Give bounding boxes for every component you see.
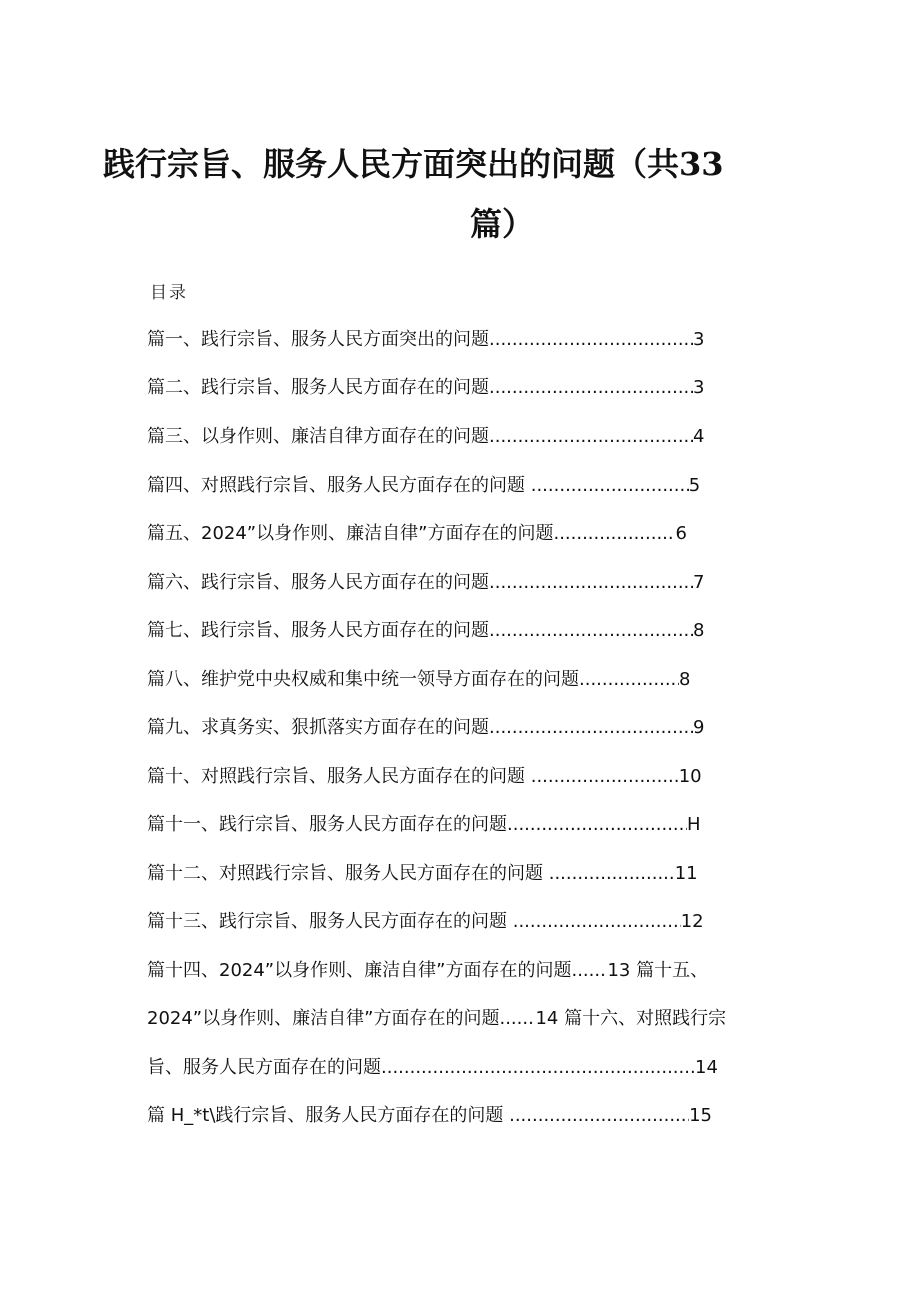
toc-entry[interactable] — [147, 1054, 718, 1082]
toc-leader-dots — [531, 472, 689, 500]
toc-entry-title: 篇三、以身作则、廉洁自律方面存在的问题 — [147, 426, 489, 447]
toc-entry-title: 篇五、2024”以身作则、廉洁自律”方面存在的问题 — [147, 523, 554, 544]
toc-entry-title: 篇八、维护党中央权威和集中统一领导方面存在的问题 — [147, 669, 579, 690]
toc-leader-dots — [499, 1005, 535, 1033]
toc-entry[interactable] — [147, 1102, 712, 1130]
toc-entry[interactable] — [147, 666, 690, 694]
toc-leader-dots — [531, 763, 679, 791]
toc-entry-title: 旨、服务人民方面存在的问题 — [147, 1057, 381, 1078]
toc-entry[interactable] — [147, 569, 704, 597]
toc-entry-title: 篇四、对照践行宗旨、服务人民方面存在的问题 — [147, 475, 531, 496]
toc-entry-title: 篇十一、践行宗旨、服务人民方面存在的问题 — [147, 814, 507, 835]
toc-entry-page: 3 — [693, 377, 705, 398]
toc-entry[interactable] — [147, 714, 704, 742]
toc-leader-dots — [509, 1102, 689, 1130]
toc-entry[interactable] — [147, 326, 704, 354]
toc-entry[interactable] — [147, 472, 700, 500]
toc-leader-dots — [489, 374, 693, 402]
toc-entry[interactable] — [147, 520, 687, 548]
toc-entry[interactable] — [147, 957, 708, 985]
toc-leader-dots — [489, 569, 693, 597]
toc-entry-title: 篇二、践行宗旨、服务人民方面存在的问题 — [147, 377, 489, 398]
document-title-line-2: 篇） — [470, 205, 535, 243]
toc-leader-dots — [507, 811, 687, 839]
toc-leader-dots — [571, 957, 607, 985]
toc-entry[interactable] — [147, 811, 701, 839]
toc-leader-dots — [549, 860, 675, 888]
toc-entry-page: 12 — [680, 911, 704, 932]
toc-entry-page: H — [687, 814, 701, 835]
toc-entry-title: 篇七、践行宗旨、服务人民方面存在的问题 — [147, 620, 489, 641]
toc-entry-page: 13 篇十五、 — [607, 960, 709, 981]
toc-entry-page: 14 — [695, 1057, 718, 1078]
toc-entry-page: 14 篇十六、对照践行宗 — [535, 1008, 727, 1029]
toc-entry-title: 篇十、对照践行宗旨、服务人民方面存在的问题 — [147, 766, 531, 787]
toc-entry[interactable] — [147, 1005, 726, 1033]
toc-entry-title: 篇九、求真务实、狠抓落实方面存在的问题 — [147, 717, 489, 738]
toc-entry-title: 篇 H_*t\践行宗旨、服务人民方面存在的问题 — [147, 1105, 510, 1126]
toc-leader-dots — [381, 1054, 695, 1082]
toc-entry[interactable] — [147, 908, 704, 936]
toc-entry-page: 10 — [678, 766, 702, 787]
toc-leader-dots — [489, 617, 693, 645]
toc-entry-page: 6 — [675, 523, 687, 544]
toc-entry-page: 4 — [693, 426, 705, 447]
toc-entry-page: 8 — [679, 669, 691, 690]
toc-entry[interactable] — [147, 860, 698, 888]
toc-leader-dots — [579, 666, 679, 694]
toc-entry[interactable] — [147, 617, 704, 645]
toc-entry-title: 篇十三、践行宗旨、服务人民方面存在的问题 — [147, 911, 513, 932]
toc-leader-dots — [553, 520, 675, 548]
toc-entry-page: 9 — [693, 717, 705, 738]
toc-entry-title: 篇六、践行宗旨、服务人民方面存在的问题 — [147, 572, 489, 593]
toc-leader-dots — [489, 714, 693, 742]
toc-entry-title: 篇一、践行宗旨、服务人民方面突出的问题 — [147, 329, 489, 350]
toc-entry-page: 7 — [693, 572, 705, 593]
toc-entry-title: 篇十四、2024”以身作则、廉洁自律”方面存在的问题 — [147, 960, 572, 981]
toc-entry-page: 15 — [689, 1105, 713, 1126]
toc-entry[interactable] — [147, 763, 702, 791]
toc-entry-page: 3 — [693, 329, 705, 350]
toc-entry[interactable] — [147, 374, 704, 402]
toc-entry-page: 8 — [693, 620, 705, 641]
toc-entry[interactable] — [147, 423, 704, 451]
toc-entry-title: 2024”以身作则、廉洁自律”方面存在的问题 — [147, 1008, 500, 1029]
toc-entry-page: 5 — [688, 475, 701, 496]
toc-leader-dots — [489, 423, 693, 451]
toc-entry-title: 篇十二、对照践行宗旨、服务人民方面存在的问题 — [147, 863, 549, 884]
toc-entry-page: 11 — [674, 863, 698, 884]
toc-leader-dots — [489, 326, 693, 354]
toc-leader-dots — [513, 908, 681, 936]
toc-heading: 目录 — [150, 283, 188, 303]
document-title-line-1: 践行宗旨、服务人民方面突出的问题（共33 — [103, 145, 724, 183]
